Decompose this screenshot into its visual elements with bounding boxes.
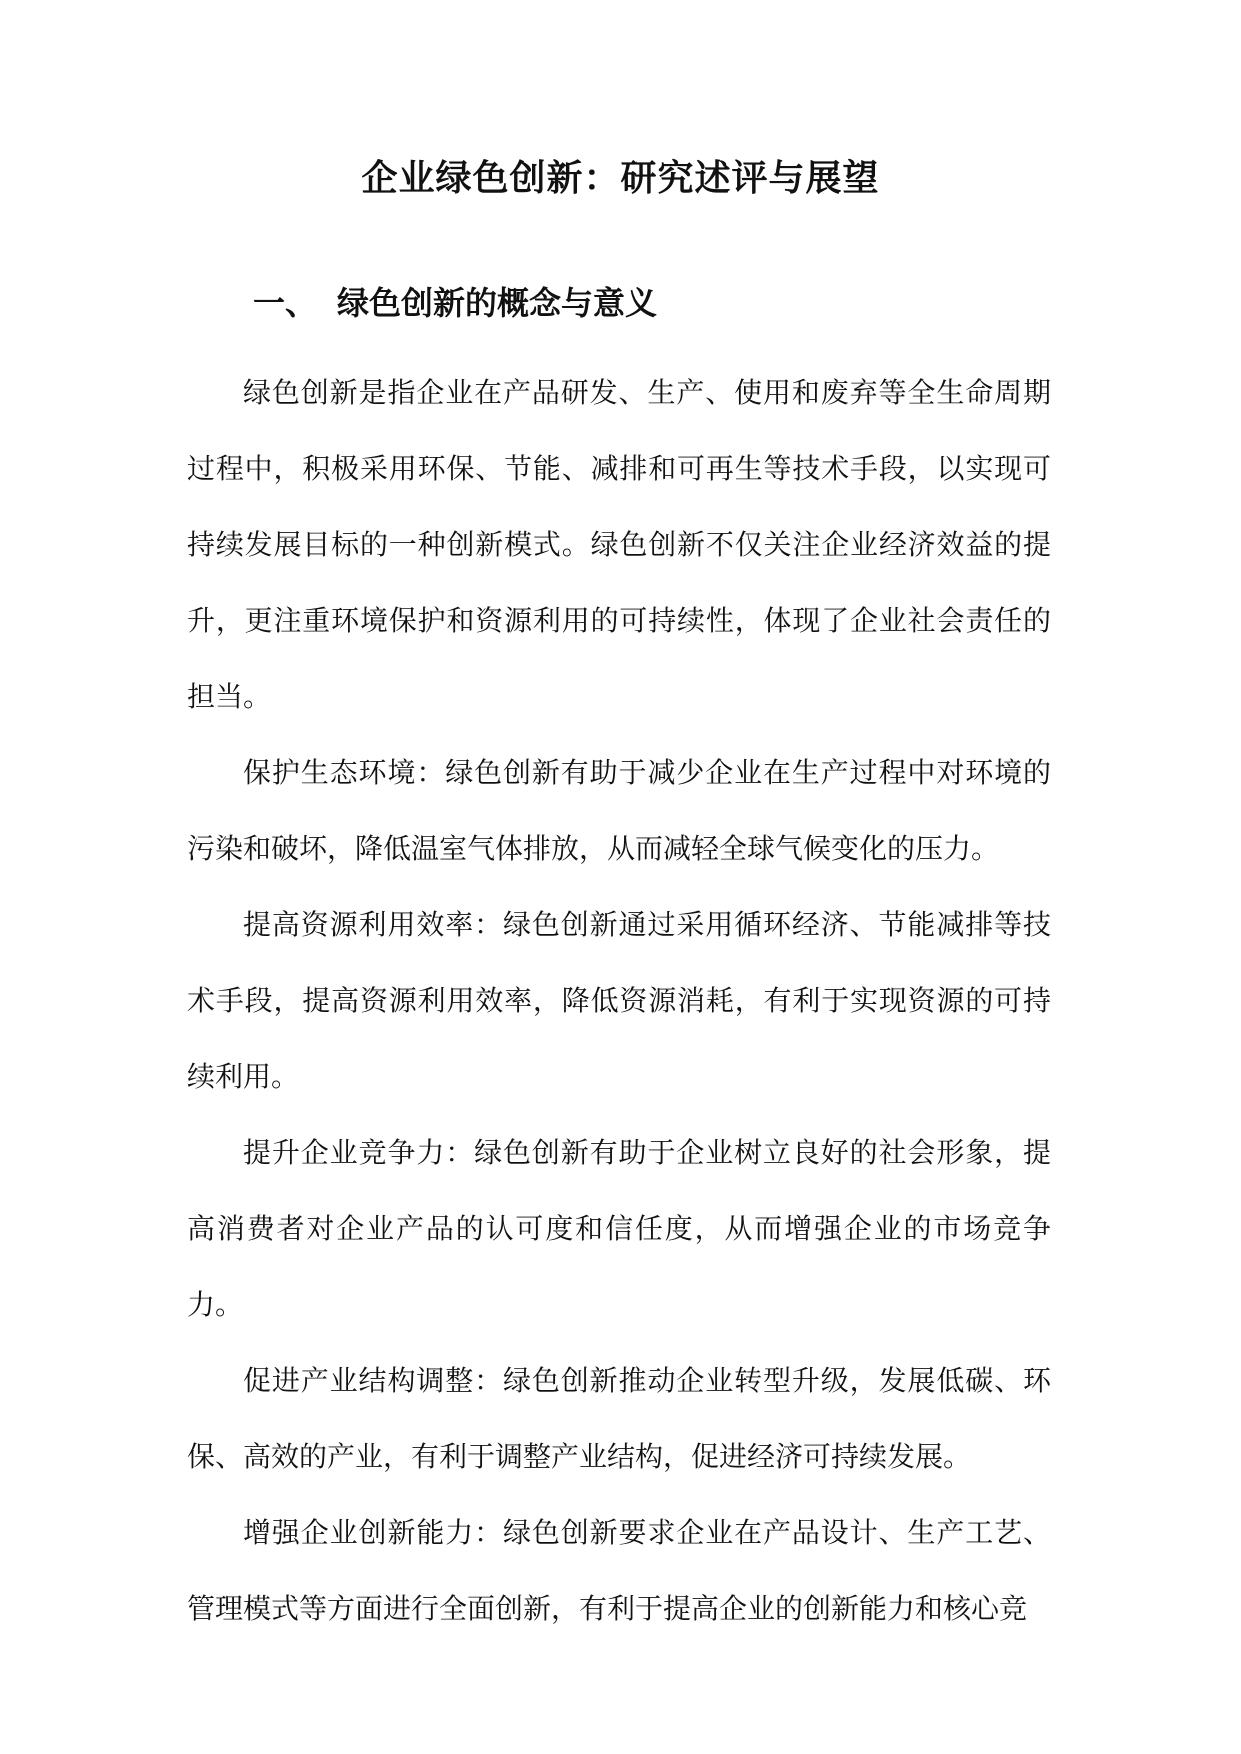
paragraph-industrial-structure: 促进产业结构调整：绿色创新推动企业转型升级，发展低碳、环保、高效的产业，有利于调整产业结构，促进经济可持续发展。 xyxy=(187,1364,1051,1473)
paragraph-definition: 绿色创新是指企业在产品研发、生产、使用和废弃等全生命周期过程中，积极采用环保、节能、减排和可再生等技术手段，以实现可持续发展目标的一种创新模式。绿色创新不仅关注企业经济效益的提升，更注重环境保护和资源利用的可持续性，体现了企业社会责任的担当。 xyxy=(187,376,1051,713)
paragraph-resource-efficiency: 提高资源利用效率：绿色创新通过采用循环经济、节能减排等技术手段，提高资源利用效率，降低资源消耗，有利于实现资源的可持续利用。 xyxy=(187,908,1051,1093)
section-heading xyxy=(253,275,657,331)
paragraph-protect-environment: 保护生态环境：绿色创新有助于减少企业在生产过程中对环境的污染和破坏，降低温室气体排放，从而减轻全球气候变化的压力。 xyxy=(187,756,1051,865)
paragraph-competitiveness: 提升企业竞争力：绿色创新有助于企业树立良好的社会形象，提高消费者对企业产品的认可度和信任度，从而增强企业的市场竞争力。 xyxy=(187,1136,1051,1321)
section-title: 绿色创新的概念与意义 xyxy=(337,284,658,322)
paragraph-innovation-capability: 增强企业创新能力：绿色创新要求企业在产品设计、生产工艺、管理模式等方面进行全面创新，有利于提高企业的创新能力和核心竞 xyxy=(187,1516,1051,1625)
document-body xyxy=(187,355,1051,1647)
document-title: 企业绿色创新：研究述评与展望 xyxy=(361,157,880,199)
section-number: 一、 xyxy=(253,284,318,322)
